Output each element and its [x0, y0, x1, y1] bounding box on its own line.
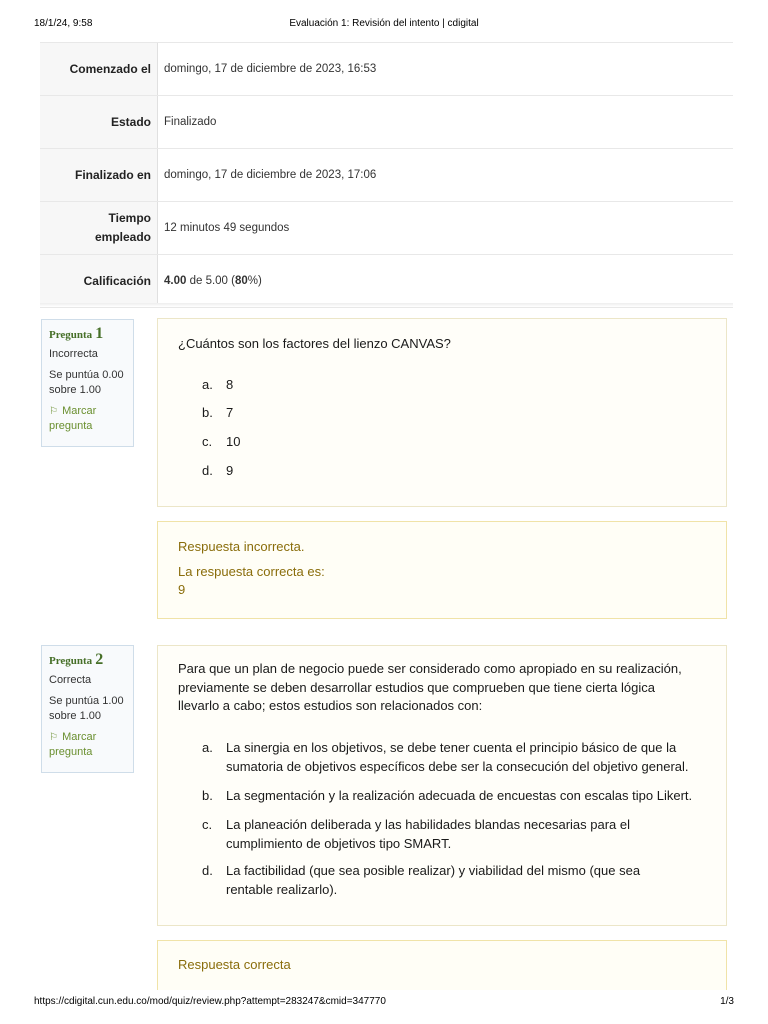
attempt-summary-table [40, 42, 733, 308]
answer-option-b[interactable] [202, 404, 233, 423]
question-text: ¿Cuántos son los factores del lienzo CANVAS? [178, 336, 451, 351]
question-number-2 [49, 652, 126, 669]
grade-score: 4.00 [164, 275, 187, 287]
summary-row-grade [40, 255, 733, 308]
question-state: Correcta [49, 674, 92, 686]
answer-text-line: sumatoria de objetivos específicos debe ser la consecución del objetivo general. [226, 758, 689, 774]
answer-letter: a. [202, 740, 213, 755]
question-grade-line1: Se puntúa 1.00 [49, 695, 124, 707]
flag-question-link[interactable] [49, 404, 126, 434]
summary-value-finished: domingo, 17 de diciembre de 2023, 17:06 [164, 169, 377, 181]
answer-option-c[interactable] [202, 816, 716, 853]
answer-letter: b. [202, 405, 213, 420]
question-grade-line1: Se puntúa 0.00 [49, 369, 124, 381]
summary-label-time [40, 202, 158, 254]
question-content-1 [157, 318, 727, 507]
flag-question-link[interactable] [49, 730, 126, 760]
question-content-2 [157, 645, 727, 926]
answer-letter: c. [202, 434, 213, 449]
answer-option-a[interactable] [202, 376, 233, 395]
flag-icon: ⚐ [49, 406, 58, 417]
question-text-line: previamente se deben desarrollar estudios que comprueben que tiene cierta lógica [178, 679, 655, 695]
summary-value-state: Finalizado [164, 116, 217, 128]
summary-row-state [40, 96, 733, 149]
question-state: Incorrecta [49, 348, 98, 360]
question-text-line: llevarlo a cabo; estos estudios son relacionados con: [178, 698, 483, 713]
question-text-line: Para que un plan de negocio puede ser considerado como apropiado en su realización, [178, 661, 682, 676]
feedback-correct-label: La respuesta correcta es: [178, 564, 325, 579]
flag-label-line2: pregunta [49, 746, 93, 758]
answer-text-line: rentable realizarlo). [226, 881, 338, 897]
summary-label-started: Comenzado el [40, 43, 158, 95]
summary-label-finished: Finalizado en [40, 149, 158, 201]
answer-option-d[interactable] [202, 462, 233, 481]
answer-text-line: La factibilidad (que sea posible realizar) y viabilidad del mismo (que sea [226, 863, 641, 878]
answer-letter: d. [202, 463, 213, 478]
summary-label-time-line1: Tiempo [108, 211, 151, 225]
flag-label-line1: Marcar [62, 731, 97, 743]
flag-label-line2: pregunta [49, 420, 93, 432]
answer-text-line: La planeación deliberada y las habilidades blandas necesarias para el [226, 817, 631, 832]
question-grade-line2: sobre 1.00 [49, 710, 101, 722]
question-number-1 [49, 326, 126, 343]
question-grade-line2: sobre 1.00 [49, 384, 101, 396]
answer-letter: a. [202, 377, 213, 392]
answer-option-d[interactable] [202, 862, 716, 899]
question-label: Pregunta [49, 655, 93, 667]
answer-text-line: La sinergia en los objetivos, se debe tener cuenta el principio básico de que la [226, 740, 677, 755]
answer-text: 8 [226, 377, 234, 392]
summary-label-time-line2: empleado [94, 230, 151, 244]
question-number: 1 [95, 325, 104, 342]
answer-text-line: cumplimiento de objetivos tipo SMART. [226, 835, 452, 851]
question-grade [49, 368, 126, 398]
answer-letter: c. [202, 817, 213, 832]
answer-option-b[interactable] [202, 787, 716, 806]
answer-text [226, 739, 716, 776]
print-url: https://cdigital.cun.edu.co/mod/quiz/review.php?attempt=283247&cmid=347770 [34, 996, 386, 1007]
answer-text: 7 [226, 405, 234, 420]
flag-label-line1: Marcar [62, 405, 97, 417]
question-info-1 [41, 319, 134, 447]
question-feedback-2 [157, 940, 727, 990]
feedback-status: Respuesta correcta [178, 957, 291, 972]
question-feedback-1 [157, 521, 727, 619]
question-grade [49, 694, 126, 724]
grade-end: %) [247, 275, 262, 287]
answer-letter: b. [202, 788, 213, 803]
question-number: 2 [95, 651, 104, 668]
summary-value-time: 12 minutos 49 segundos [164, 222, 290, 234]
summary-row-time [40, 202, 733, 255]
print-datetime: 18/1/24, 9:58 [34, 18, 93, 29]
answer-option-a[interactable] [202, 739, 716, 776]
answer-text: 9 [226, 463, 234, 478]
answer-option-c[interactable] [202, 433, 240, 452]
flag-icon: ⚐ [49, 732, 58, 743]
summary-label-state: Estado [40, 96, 158, 148]
summary-value-grade [158, 275, 262, 287]
answer-text [226, 787, 716, 806]
answer-text: 10 [226, 434, 241, 449]
feedback-status: Respuesta incorrecta. [178, 539, 305, 554]
print-title: Evaluación 1: Revisión del intento | cdigital [289, 18, 479, 29]
answer-text [226, 816, 716, 853]
question-text [178, 660, 718, 716]
summary-value-started: domingo, 17 de diciembre de 2023, 16:53 [164, 63, 377, 75]
summary-label-grade: Calificación [40, 255, 158, 307]
summary-divider [40, 303, 733, 307]
summary-row-started [40, 43, 733, 96]
question-info-2 [41, 645, 134, 773]
grade-mid: de 5.00 ( [186, 275, 235, 287]
question-label: Pregunta [49, 329, 93, 341]
answer-letter: d. [202, 863, 213, 878]
grade-percent: 80 [234, 275, 248, 287]
summary-row-finished [40, 149, 733, 202]
answer-text [226, 862, 716, 899]
print-page-number: 1/3 [720, 996, 734, 1007]
answer-text-line: La segmentación y la realización adecuada de encuestas con escalas tipo Likert. [226, 788, 693, 803]
feedback-correct-value: 9 [178, 582, 186, 597]
